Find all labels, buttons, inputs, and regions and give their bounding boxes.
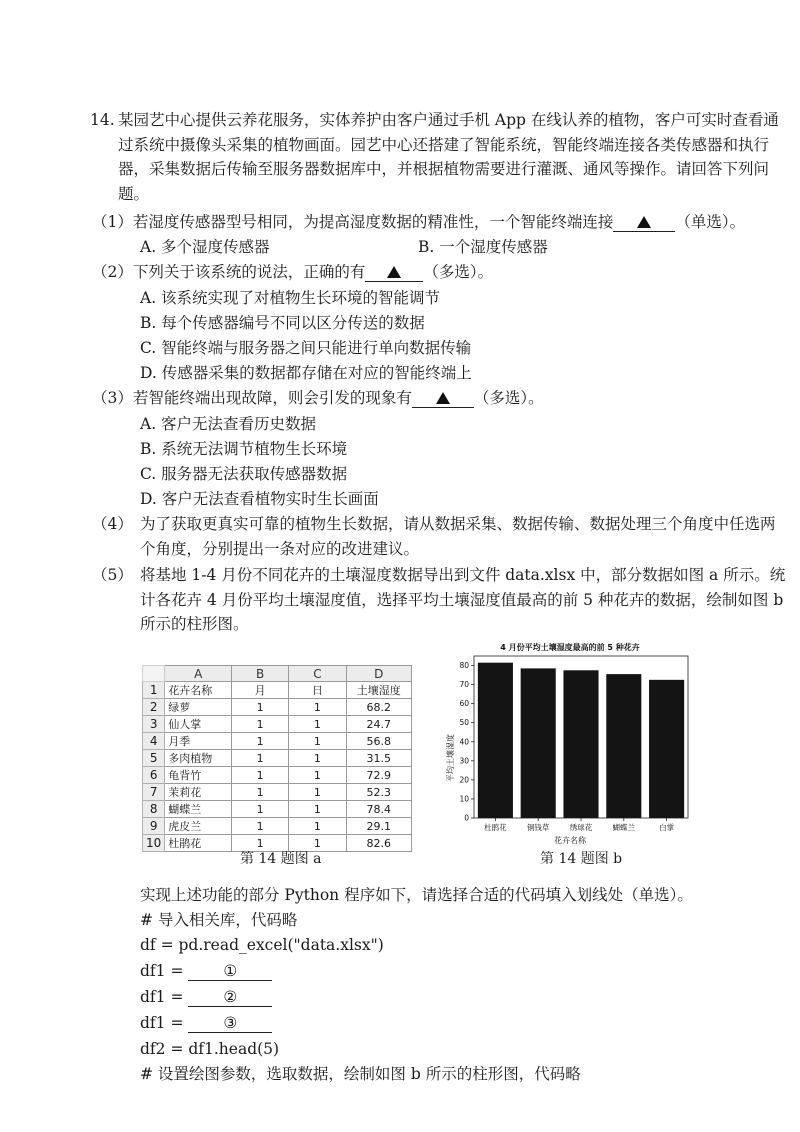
row-number: 5 xyxy=(143,750,165,767)
question-stem-text: 某园艺中心提供云养花服务，实体养护由客户通过手机 App 在线认养的植物，客户可实时查看通过系统中摄像头采集的植物画面。园艺中心还搭建了智能系统，智能终端连接各类传感器和执行器，采集数据后传输至服务器数据库中，并根据植物需要进行灌溉、通风等操作。请回答下列问题。 xyxy=(118,111,779,203)
sub-question-1-suffix: （单选）。 xyxy=(675,213,746,231)
spreadsheet-body xyxy=(143,682,412,852)
y-tick-label: 30 xyxy=(459,756,469,766)
sub-question-2-number: （2） xyxy=(92,263,133,281)
sub-question-4 xyxy=(92,512,788,561)
code-blank-2[interactable]: ② xyxy=(188,988,272,1007)
code-prefix: df1 = xyxy=(140,962,189,980)
table-cell: 1 xyxy=(232,699,289,716)
triangle-icon xyxy=(436,392,450,404)
table-cell: 1 xyxy=(232,733,289,750)
header-cell: 日 xyxy=(289,682,346,699)
header-cell: 土壤湿度 xyxy=(346,682,412,699)
code-line-read-excel: df = pd.read_excel("data.xlsx") xyxy=(140,936,384,954)
table-row xyxy=(143,767,412,784)
table-cell: 多肉植物 xyxy=(165,750,232,767)
y-tick-label: 0 xyxy=(464,813,469,823)
code-prefix: df1 = xyxy=(140,988,189,1006)
sub-question-3-number: （3） xyxy=(92,389,133,407)
row-number: 8 xyxy=(143,801,165,818)
row-number: 1 xyxy=(143,682,165,699)
table-cell: 1 xyxy=(289,699,346,716)
table-cell: 1 xyxy=(232,716,289,733)
table-cell: 月季 xyxy=(165,733,232,750)
table-cell: 杜鹃花 xyxy=(165,835,232,852)
option-3b: B. 系统无法调节植物生长环境 xyxy=(140,440,348,458)
table-cell: 68.2 xyxy=(346,699,412,716)
table-cell: 1 xyxy=(289,818,346,835)
option-1b: B. 一个湿度传感器 xyxy=(418,238,548,256)
table-cell: 1 xyxy=(289,750,346,767)
table-cell: 绿萝 xyxy=(165,699,232,716)
bar xyxy=(563,670,598,818)
table-row xyxy=(143,818,412,835)
bar xyxy=(606,674,641,818)
sub-question-4-number: （4） xyxy=(92,515,133,533)
bar xyxy=(478,663,513,818)
question-number: 14. xyxy=(90,111,115,129)
chart-x-axis-label: 花卉名称 xyxy=(554,836,586,845)
triangle-icon xyxy=(387,266,401,278)
answer-blank-3[interactable] xyxy=(412,389,474,408)
sub-question-5 xyxy=(92,563,788,637)
sub-question-3 xyxy=(92,386,544,410)
table-cell: 29.1 xyxy=(346,818,412,835)
table-cell: 24.7 xyxy=(346,716,412,733)
table-cell: 1 xyxy=(289,784,346,801)
row-number: 4 xyxy=(143,733,165,750)
code-blank-1[interactable]: ① xyxy=(188,962,272,981)
option-3d: D. 客户无法查看植物实时生长画面 xyxy=(140,490,379,508)
question-stem xyxy=(90,108,788,206)
x-tick-label: 白掌 xyxy=(659,823,675,832)
table-cell: 1 xyxy=(289,767,346,784)
table-cell: 56.8 xyxy=(346,733,412,750)
chart-y-axis-label: 平均土壤湿度 xyxy=(446,734,455,782)
row-number: 9 xyxy=(143,818,165,835)
column-letter: D xyxy=(346,666,412,682)
table-row xyxy=(143,716,412,733)
header-cell: 花卉名称 xyxy=(165,682,232,699)
table-cell: 72.9 xyxy=(346,767,412,784)
row-number: 3 xyxy=(143,716,165,733)
y-tick-label: 20 xyxy=(459,775,469,785)
answer-blank-2[interactable] xyxy=(365,263,423,282)
code-intro: 实现上述功能的部分 Python 程序如下，请选择合适的代码填入划线处（单选）。 xyxy=(140,886,693,904)
code-line-head: df2 = df1.head(5) xyxy=(140,1040,280,1058)
y-tick-label: 40 xyxy=(459,737,469,747)
chart-marks xyxy=(459,656,688,832)
table-cell: 龟背竹 xyxy=(165,767,232,784)
table-cell: 1 xyxy=(289,716,346,733)
row-number: 7 xyxy=(143,784,165,801)
table-row xyxy=(143,784,412,801)
header-cell: 月 xyxy=(232,682,289,699)
option-2a: A. 该系统实现了对植物生长环境的智能调节 xyxy=(140,289,441,307)
table-row xyxy=(143,733,412,750)
y-tick-label: 50 xyxy=(459,718,469,728)
table-cell: 31.5 xyxy=(346,750,412,767)
table-row xyxy=(143,801,412,818)
table-cell: 1 xyxy=(289,835,346,852)
sub-question-1 xyxy=(92,210,745,234)
sub-question-2-suffix: （多选）。 xyxy=(423,263,494,281)
sub-question-1-number: （1） xyxy=(92,213,133,231)
table-cell: 1 xyxy=(232,835,289,852)
sub-question-3-suffix: （多选）。 xyxy=(473,389,544,407)
table-cell: 1 xyxy=(232,801,289,818)
x-tick-label: 铜钱草 xyxy=(526,823,550,832)
column-letter-row xyxy=(143,666,412,682)
table-cell: 茉莉花 xyxy=(165,784,232,801)
code-blank-3[interactable]: ③ xyxy=(188,1014,272,1033)
table-row xyxy=(143,699,412,716)
sub-question-3-text: 若智能终端出现故障，则会引发的现象有 xyxy=(132,389,412,407)
figure-b-caption: 第 14 题图 b xyxy=(540,851,623,867)
y-tick-label: 60 xyxy=(459,699,469,709)
code-line-blank-3 xyxy=(140,1011,272,1035)
sub-question-4-text: 为了获取更真实可靠的植物生长数据，请从数据采集、数据传输、数据处理三个角度中任选两个角度，分别提出一条对应的改进建议。 xyxy=(140,515,776,558)
triangle-icon xyxy=(637,216,651,228)
y-tick-label: 80 xyxy=(459,661,469,671)
table-cell: 1 xyxy=(289,733,346,750)
option-2c: C. 智能终端与服务器之间只能进行单向数据传输 xyxy=(140,339,472,357)
bar xyxy=(649,680,684,818)
table-row xyxy=(143,750,412,767)
bar xyxy=(521,668,556,818)
table-cell: 1 xyxy=(232,784,289,801)
table-cell: 52.3 xyxy=(346,784,412,801)
sub-question-2-text: 下列关于该系统的说法，正确的有 xyxy=(132,263,366,281)
spreadsheet-figure-a xyxy=(142,665,412,852)
column-letter: B xyxy=(232,666,289,682)
y-tick-label: 10 xyxy=(459,794,469,804)
table-cell: 78.4 xyxy=(346,801,412,818)
answer-blank-1[interactable] xyxy=(613,213,675,232)
sub-question-5-text: 将基地 1-4 月份不同花卉的土壤湿度数据导出到文件 data.xlsx 中，部分数据如图 a 所示。统计各花卉 4 月份平均土壤湿度值，选择平均土壤湿度值最高的前 5 种花卉的数据，绘制如图 b 所示的柱形图。 xyxy=(140,566,786,633)
code-prefix: df1 = xyxy=(140,1014,189,1032)
x-tick-label: 蝴蝶兰 xyxy=(612,823,636,832)
table-cell: 1 xyxy=(232,767,289,784)
sub-question-2 xyxy=(92,260,493,284)
row-number: 2 xyxy=(143,699,165,716)
option-1a: A. 多个湿度传感器 xyxy=(140,238,270,256)
x-tick-label: 绣球花 xyxy=(569,823,593,832)
sub-question-5-number: （5） xyxy=(92,566,133,584)
code-line-blank-1 xyxy=(140,959,272,983)
option-2d: D. 传感器采集的数据都存储在对应的智能终端上 xyxy=(140,364,472,382)
table-cell: 蝴蝶兰 xyxy=(165,801,232,818)
table-cell: 1 xyxy=(232,818,289,835)
table-cell: 82.6 xyxy=(346,835,412,852)
code-line-blank-2 xyxy=(140,985,272,1009)
chart-title: 4 月份平均土壤湿度最高的前 5 种花卉 xyxy=(500,643,640,652)
corner-cell xyxy=(143,666,165,682)
table-cell: 1 xyxy=(289,801,346,818)
sub-question-1-text: 若湿度传感器型号相同，为提高湿度数据的精准性，一个智能终端连接 xyxy=(132,213,614,231)
option-3a: A. 客户无法查看历史数据 xyxy=(140,415,317,433)
table-cell: 虎皮兰 xyxy=(165,818,232,835)
column-letter: C xyxy=(289,666,346,682)
code-line-comment: # 导入相关库，代码略 xyxy=(140,911,298,929)
header-row xyxy=(143,682,412,699)
table-cell: 仙人掌 xyxy=(165,716,232,733)
x-tick-label: 杜鹃花 xyxy=(484,823,507,832)
table-cell: 1 xyxy=(232,750,289,767)
bar-chart-figure-b xyxy=(440,640,690,845)
row-number: 10 xyxy=(143,835,165,852)
column-letter: A xyxy=(165,666,232,682)
code-line-plot-comment: # 设置绘图参数，选取数据，绘制如图 b 所示的柱形图，代码略 xyxy=(140,1065,581,1083)
figure-a-caption: 第 14 题图 a xyxy=(240,851,322,867)
row-number: 6 xyxy=(143,767,165,784)
option-3c: C. 服务器无法获取传感器数据 xyxy=(140,465,348,483)
y-tick-label: 70 xyxy=(459,680,469,690)
option-2b: B. 每个传感器编号不同以区分传送的数据 xyxy=(140,314,425,332)
